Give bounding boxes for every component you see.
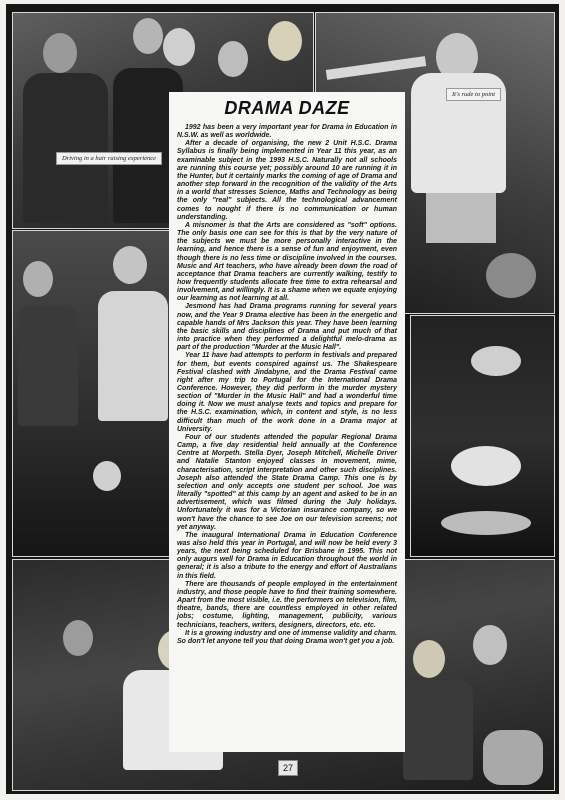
photo-students-stage <box>12 230 174 557</box>
photo-performers-floor <box>410 315 555 557</box>
article-paragraph: The inaugural International Drama in Education Conference was also held this year in Portugal, and will now be held every 3 years, the next being scheduled for Brisbane in 1995. This not only augurs well for Drama in Education throughout the world in general; it is also a tribute to the energy and effort of Australians in this field. <box>177 531 397 580</box>
photo-caption-point: It's rude to point <box>446 88 501 101</box>
article-paragraph: A misnomer is that the Arts are considered as "soft" options. The only basis one can see for this is that by the very nature of the subjects we must be more personally interactive in the learning, and hence there is a sense of fun and enjoyment, even though there is no less time or discipline involved in the courses. Music and Art teachers, who have already been down the road of acceptance that Drama teachers are currently walking, testify to how frequently students allocate free time to extra rehearsal and involvement, and willingly. It is a shame when we equate enjoying our learning as not learning at all. <box>177 221 397 303</box>
yearbook-page <box>6 4 559 794</box>
article-paragraph: Jesmond has had Drama programs running for several years now, and the Year 9 Drama elective has been in the energetic and capable hands of Mrs Jackson this year. They have been learning the basic skills and disciplines of Drama and put much of that into practice when they performed a delightful melo-drama as part of the production "Murder at the Music Hall". <box>177 303 397 352</box>
page-number: 27 <box>278 760 298 776</box>
article-paragraph: Four of our students attended the popular Regional Drama Camp, a five day residential held annually at the Conference Centre at Morpeth. Stella Dyer, Joseph Mitchell, Michelle Driver and Natalie Stanton enjoyed classes in movement, mime, characterisation, script interpretation and other such disciplines. Joseph also attended the State Drama Camp. This one is by selection and only accepts one student per school. Joe was literally "spotted" at this camp by an agent and asked to be in an advertisement, which was filmed during the July holidays. Unfortunately it was for a Victorian insurance company, so we won't have the chance to see Joe on our television screens; not yet anyway. <box>177 433 397 531</box>
article-title: DRAMA DAZE <box>224 98 350 118</box>
photo-caption-blindfold: Driving in a hair raising experience <box>56 152 162 165</box>
article-paragraph: Year 11 have had attempts to perform in festivals and prepared for them, but events conspired against us. The Shakespeare Festival clashed with Jindabyne, and the Drama Festival came right after my trip to Portugal for the International Drama Conference. However, they did perform in the murder mystery section of "Murder in the Music Hall" and had a wonderful time doing it. Now we must analyse texts and topics and prepare for the H.S.C. examination, which, in content and style, is no less difficult than much of the work done in a Drama major at University. <box>177 352 397 433</box>
article-paragraph: After a decade of organising, the new 2 Unit H.S.C. Drama Syllabus is finally being implemented in Year 11 this year, as an examinable subject in the 1993 H.S.C. Naturally not all schools are running this course yet; possibly around 10 are running it in the Hunter, but it certainly marks the coming of age of Drama and another step forward in the recognition of the validity of the Arts in a world that stresses Science, Maths and Technology as being the only "real" subjects. All the technological advancement comes to nought if there is no communication or human understanding. <box>177 140 397 221</box>
article-drama-daze <box>169 92 405 752</box>
article-paragraph: 1992 has been a very important year for Drama in Education in N.S.W. as well as worldwide. <box>177 124 397 140</box>
article-paragraph: It is a growing industry and one of immense validity and charm. So don't let anyone tell you that doing Drama won't get you a job. <box>177 629 397 645</box>
article-paragraph: There are thousands of people employed in the entertainment industry, and those people have to find their training somewhere. Apart from the most visible, i.e. the performers on television, film, theatre, bands, there are countless employed in other related jobs; costume, lighting, management, publicity, various technicians, teachers, writers, designers, directors, etc. etc. <box>177 580 397 629</box>
